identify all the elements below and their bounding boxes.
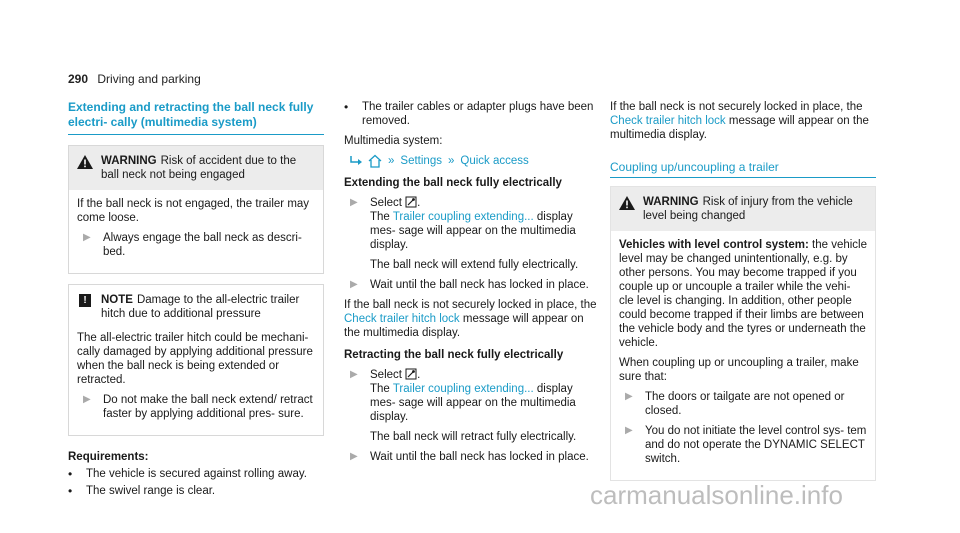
step-arrow-icon: ▶ xyxy=(350,279,358,290)
instruction-step: ▶ You do not initiate the level control sys- tem and do not operate the DYNAMIC SELECT switch. xyxy=(625,425,867,465)
warning-text: Risk of injury from the vehicle level being changed xyxy=(643,196,853,222)
instruction-step: ▶ Wait until the ball neck has locked in place. xyxy=(350,451,589,463)
home-icon xyxy=(368,154,382,168)
warning-box-accident xyxy=(68,145,324,274)
column-2 xyxy=(344,100,598,470)
check-hitch-message: Check trailer hitch lock xyxy=(344,313,460,325)
trailer-hitch-icon xyxy=(405,196,417,208)
chapter-title: Driving and parking xyxy=(97,72,201,86)
not-locked-text: If the ball neck is not securely locked in place, the Check trailer hitch lock message will appear on the multimedia display. xyxy=(344,299,597,339)
warning-triangle-icon xyxy=(77,155,93,169)
list-item: • The swivel range is clear. xyxy=(68,484,216,498)
warning-body: the vehicle level may be changed unintentionally, e.g. by other persons. You may become trapped if you couple up or uncouple a trailer while the vehi- cle level is changing. In addition, other people could become trapped if their limbs are between the vehicle body and the tyres or underneath the vehicle. xyxy=(619,239,868,349)
instruction-step: ▶ Always engage the ball neck as descri- bed. xyxy=(83,232,302,258)
note-label: NOTE xyxy=(101,294,133,306)
retract-result: The ball neck will retract fully electrically. xyxy=(370,431,577,443)
instruction-step: ▶ The doors or tailgate are not opened or closed. xyxy=(625,391,845,417)
step-arrow-icon: ▶ xyxy=(625,391,633,402)
column-3 xyxy=(610,100,876,491)
page-header xyxy=(68,72,201,86)
watermark: carmanualsonline.info xyxy=(590,480,843,510)
extend-heading: Extending the ball neck fully electrically xyxy=(344,177,562,189)
trailer-hitch-icon xyxy=(405,368,417,380)
warning-body-2: When coupling up or uncoupling a trailer, make sure that: xyxy=(619,357,859,383)
warning-triangle-icon xyxy=(619,196,635,210)
step-arrow-icon: ▶ xyxy=(350,369,358,380)
chevron-right-icon: » xyxy=(388,155,395,167)
step-arrow-icon: ▶ xyxy=(83,232,91,243)
list-item: • The trailer cables or adapter plugs have been removed. xyxy=(344,100,594,127)
instruction-step: ▶ Select . The Trailer coupling extending... display mes- sage will appear on the multimedia display. xyxy=(350,369,576,423)
column-1 xyxy=(68,100,324,501)
note-text: Damage to the all-electric trailer hitch due to additional pressure xyxy=(101,294,300,320)
page-number: 290 xyxy=(68,72,89,86)
instruction-step: ▶ Do not make the ball neck extend/ retract faster by applying additional pres- sure. xyxy=(83,394,313,420)
warning-label: WARNING xyxy=(101,155,157,167)
warning-body: If the ball neck is not engaged, the trailer may come loose. xyxy=(77,198,310,224)
list-item: • The vehicle is secured against rolling away. xyxy=(68,467,307,481)
section-title-coupling: Coupling up/uncoupling a trailer xyxy=(610,160,876,178)
extend-result: The ball neck will extend fully electrically. xyxy=(370,259,579,271)
step-arrow-icon: ▶ xyxy=(625,425,633,436)
menu-path xyxy=(350,154,598,168)
path-quick-access: Quick access xyxy=(460,155,529,167)
instruction-step: ▶ Select . The Trailer coupling extending... display mes- sage will appear on the multimedia display. xyxy=(350,197,576,251)
step-arrow-icon: ▶ xyxy=(350,197,358,208)
warning-text: Risk of accident due to the ball neck not being engaged xyxy=(101,155,297,181)
path-settings: Settings xyxy=(400,155,442,167)
requirements-heading: Requirements: xyxy=(68,451,149,463)
level-control-lead: Vehicles with level control system: xyxy=(619,239,809,251)
notice-icon: ! xyxy=(79,294,91,307)
not-locked-text: If the ball neck is not securely locked in place, the Check trailer hitch lock message will appear on the multimedia display. xyxy=(610,101,869,141)
extending-message: Trailer coupling extending... xyxy=(392,211,534,223)
check-hitch-message: Check trailer hitch lock xyxy=(610,115,726,127)
instruction-step: ▶ Wait until the ball neck has locked in place. xyxy=(350,279,589,291)
warning-label: WARNING xyxy=(643,196,699,208)
retract-heading: Retracting the ball neck fully electrically xyxy=(344,349,564,361)
note-body: The all-electric trailer hitch could be mechani- cally damaged by applying additional pressure when the ball neck is being extended or retracted. xyxy=(77,332,313,386)
chevron-right-icon: » xyxy=(447,155,455,167)
section-title-extending: Extending and retracting the ball neck fully electri- cally (multimedia system) xyxy=(68,100,324,135)
multimedia-label: Multimedia system: xyxy=(344,135,443,147)
step-arrow-icon: ▶ xyxy=(83,394,91,405)
corner-arrow-icon xyxy=(350,156,362,166)
step-arrow-icon: ▶ xyxy=(350,451,358,462)
note-box-damage xyxy=(68,284,324,436)
warning-box-level xyxy=(610,186,876,481)
extending-message: Trailer coupling extending... xyxy=(392,383,534,395)
